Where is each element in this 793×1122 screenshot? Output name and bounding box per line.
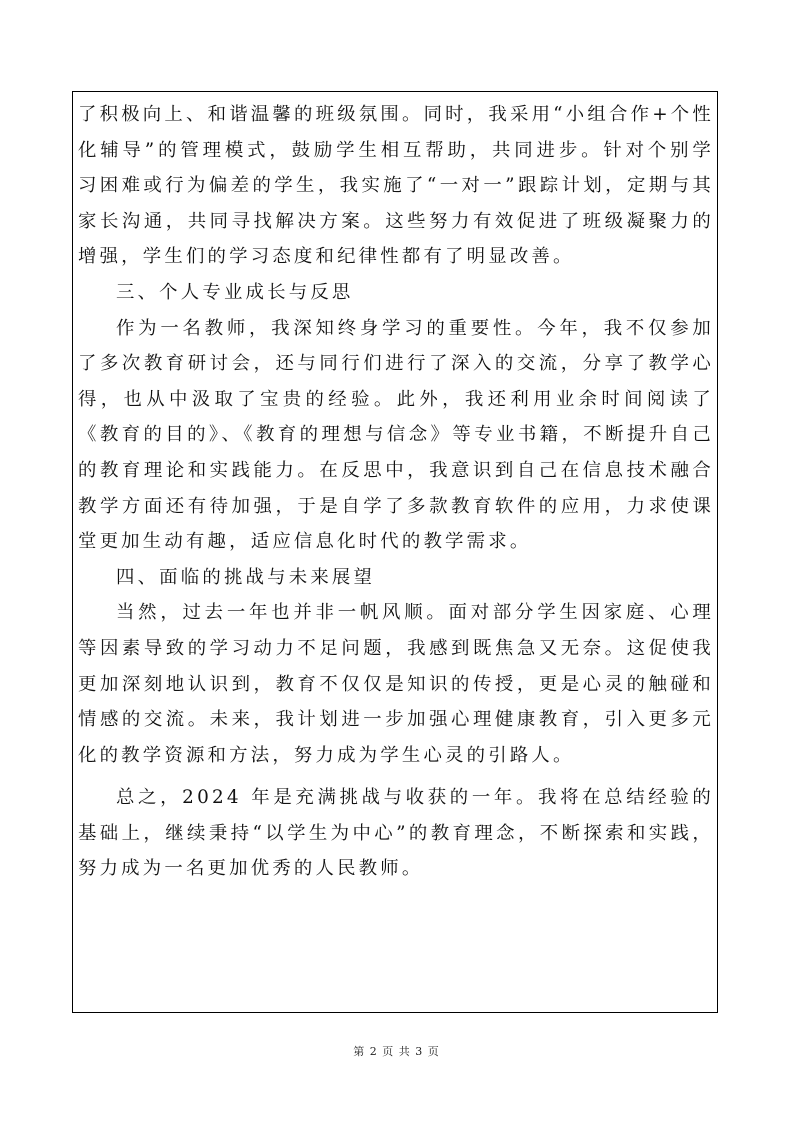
section-heading-3: 三、个人专业成长与反思	[116, 281, 354, 303]
paragraph-spacer	[78, 773, 714, 780]
continuation-paragraph: 了积极向上、和谐温馨的班级氛围。同时，我采用“小组合作+个性化辅导”的管理模式，鼓励学生相互帮助，共同进步。针对个别学习困难或行为偏差的学生，我实施了“一对一”跟踪计划，定期与其家长沟通，共同寻找解决方案。这些努力有效促进了班级凝聚力的增强，学生们的学习态度和纪律性都有了明显改善。	[78, 104, 714, 268]
section-heading-4: 四、面临的挑战与未来展望	[116, 566, 376, 588]
paragraph-conclusion: 总之，2024 年是充满挑战与收获的一年。我将在总结经验的基础上，继续秉持“以学生为中心”的教育理念，不断探索和实践，努力成为一名更加优秀的人民教师。	[78, 787, 714, 880]
paragraph-challenges: 当然，过去一年也并非一帆风顺。面对部分学生因家庭、心理等因素导致的学习动力不足问题，我感到既焦急又无奈。这促使我更加深刻地认识到，教育不仅仅是知识的传授，更是心灵的触碰和情感的交流。未来，我计划进一步加强心理健康教育，引入更多元化的教学资源和方法，努力成为学生心灵的引路人。	[78, 602, 714, 766]
document-body	[78, 97, 714, 887]
page-footer-page-number: 第 2 页 共 3 页	[353, 1045, 440, 1058]
paragraph-professional-growth: 作为一名教师，我深知终身学习的重要性。今年，我不仅参加了多次教育研讨会，还与同行们进行了深入的交流，分享了教学心得，也从中汲取了宝贵的经验。此外，我还利用业余时间阅读了《教育的目的》、《教育的理想与信念》等专业书籍，不断提升自己的教育理论和实践能力。在反思中，我意识到自己在信息技术融合教学方面还有待加强，于是自学了多款教育软件的应用，力求使课堂更加生动有趣，适应信息化时代的教学需求。	[78, 317, 714, 553]
